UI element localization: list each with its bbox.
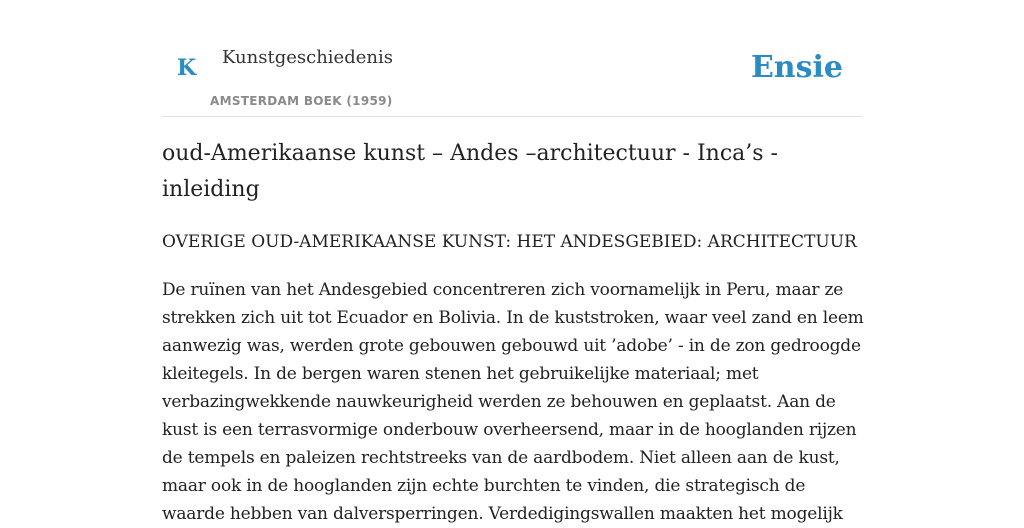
category-link[interactable]: Kunstgeschiedenis: [222, 47, 393, 68]
body-line: strekken zich uit tot Ecuador en Bolivia. In de kuststroken, waar veel zand en leem: [162, 308, 864, 328]
body-line: verbazingwekkende nauwkeurigheid werden ze behouwen en geplaatst. Aan de: [162, 392, 836, 412]
site-header: [162, 0, 862, 117]
body-line: kust is een terrasvormige onderbouw overheersend, maar in de hooglanden rijzen: [162, 420, 857, 440]
body-line: de tempels en paleizen rechtstreeks van de aardbodem. Niet alleen aan de kust,: [162, 448, 840, 468]
body-line: aanwezig was, werden grote gebouwen gebouwd uit ’adobe’ - in de zon gedroogde: [162, 336, 861, 356]
body-line: maar ook in de hooglanden zijn echte burchten te vinden, die strategisch de: [162, 476, 806, 496]
article-body: [162, 276, 862, 528]
body-line: De ruïnen van het Andesgebied concentreren zich voornamelijk in Peru, maar ze: [162, 280, 844, 300]
article: [162, 136, 862, 528]
ensie-logo[interactable]: Ensie: [750, 50, 843, 85]
source-label: AMSTERDAM BOEK (1959): [210, 94, 393, 108]
body-line: kleitegels. In de bergen waren stenen het gebruikelijke materiaal; met: [162, 364, 759, 384]
article-title: oud-Amerikaanse kunst – Andes –architectuur - Inca’s - inleiding: [162, 141, 778, 202]
category-logo[interactable]: K: [177, 55, 197, 81]
body-line: waarde hebben van dalversperringen. Verdedigingswallen maakten het mogelijk: [162, 504, 843, 524]
article-subheading: OVERIGE OUD-AMERIKAANSE KUNST: HET ANDESGEBIED: ARCHITECTUUR: [162, 232, 857, 252]
